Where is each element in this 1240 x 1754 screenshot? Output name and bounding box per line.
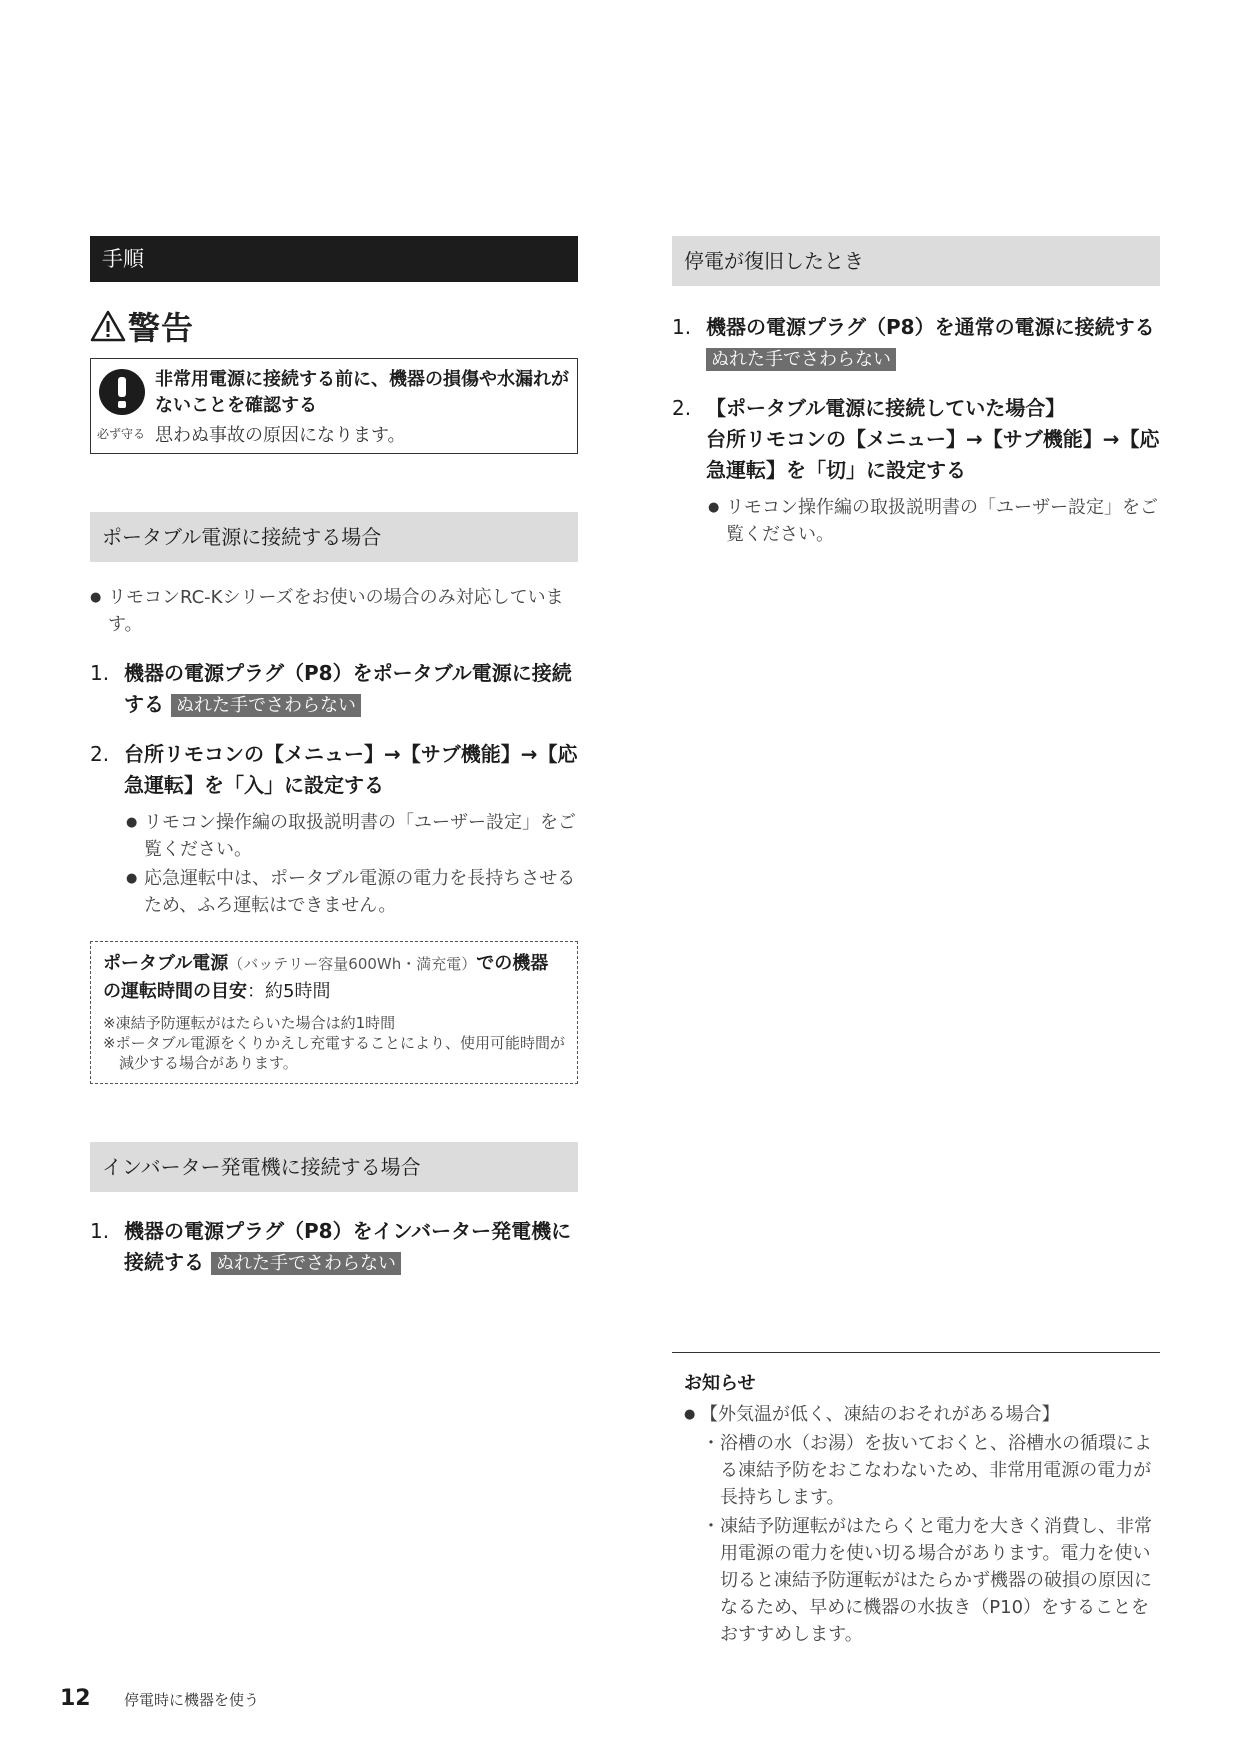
- warning-triangle-icon: [90, 309, 126, 343]
- inverter-step-1: [90, 1216, 578, 1279]
- notice-sub-item: ・ 凍結予防運転がはたらくと電力を大きく消費し、非常用電源の電力を使い切る場合があります。電力を使い切ると凍結予防運転がはたらかず機器の破損の原因になるため、早めに機器の水抜き（P10）をすることをおすすめします。: [706, 1513, 1160, 1648]
- caution-tag: ぬれた手でさわらない: [211, 1252, 401, 1275]
- portable-step-1: [90, 658, 578, 721]
- step-number: 2.: [672, 396, 692, 420]
- step-number: 1.: [672, 315, 692, 339]
- step-text: 機器の電源プラグ（P8）をポータブル電源に接続する: [124, 661, 572, 716]
- runtime-note-2: ※ポータブル電源をくりかえし充電することにより、使用可能時間が減少する場合があります。: [103, 1034, 565, 1072]
- mandatory-icon: [99, 369, 145, 415]
- step-number: 2.: [90, 742, 110, 766]
- caution-tag: ぬれた手でさわらない: [171, 694, 361, 717]
- step-number: 1.: [90, 1219, 110, 1243]
- step-condition: 【ポータブル電源に接続していた場合】: [706, 396, 1066, 420]
- step-text: 機器の電源プラグ（P8）をインバーター発電機に接続する: [124, 1219, 572, 1274]
- step-text: 台所リモコンの【メニュー】→【サブ機能】→【応急運転】を「切」に設定する: [706, 427, 1160, 482]
- warning-main-text: 非常用電源に接続する前に、機器の損傷や水漏れがないことを確認する: [155, 369, 569, 416]
- notice-bullet: ● 【外気温が低く、凍結のおそれがある場合】: [684, 1401, 1160, 1428]
- caution-tag: ぬれた手でさわらない: [706, 348, 896, 371]
- page-footer: [60, 1686, 259, 1711]
- mandatory-label: 必ず守る: [97, 427, 146, 441]
- restore-step-2-notes: [708, 494, 1160, 548]
- step-text: 台所リモコンの【メニュー】→【サブ機能】→【応急運転】を「入」に設定する: [124, 742, 578, 797]
- runtime-info-box: [90, 941, 578, 1084]
- warning-title-text: 警告: [128, 309, 195, 347]
- portable-header: ポータブル電源に接続する場合: [90, 512, 578, 562]
- right-column: [672, 236, 1160, 548]
- inverter-header: インバーター発電機に接続する場合: [90, 1142, 578, 1192]
- step-text: 機器の電源プラグ（P8）を通常の電源に接続する: [706, 315, 1155, 339]
- notice-title: お知らせ: [684, 1373, 756, 1394]
- step-number: 1.: [90, 661, 110, 685]
- warning-sub-text: 思わぬ事故の原因になります。: [155, 425, 406, 446]
- portable-step-2: [90, 739, 578, 801]
- list-item: ● 応急運転中は、ポータブル電源の電力を長持ちさせるため、ふろ運転はできません。: [126, 865, 578, 919]
- left-column: [90, 236, 578, 1279]
- portable-step-2-notes: [126, 809, 578, 919]
- notice-sub-item: ・ 浴槽の水（お湯）を抜いておくと、浴槽水の循環による凍結予防をおこなわないため、非常用電源の電力が長持ちします。: [706, 1430, 1160, 1511]
- runtime-note-1: ※凍結予防運転がはたらいた場合は約1時間: [103, 1014, 396, 1032]
- restore-step-2: [672, 393, 1160, 486]
- runtime-main-text: ポータブル電源（バッテリー容量600Wh・満充電）での機器の運転時間の目安：約5時間: [103, 953, 549, 1002]
- list-item: ● リモコン操作編の取扱説明書の「ユーザー設定」をご覧ください。: [708, 494, 1160, 548]
- page-number: 12: [60, 1686, 91, 1711]
- restore-step-1: [672, 312, 1160, 375]
- page-title: 停電時に機器を使う: [124, 1691, 260, 1709]
- warning-title: [90, 306, 578, 346]
- portable-bullet: ● リモコンRC-Kシリーズをお使いの場合のみ対応しています。: [90, 584, 578, 638]
- restore-header: 停電が復旧したとき: [672, 236, 1160, 286]
- procedure-header: 手順: [90, 236, 578, 282]
- notice-box: [672, 1352, 1160, 1648]
- warning-box: [90, 358, 578, 454]
- list-item: ● リモコン操作編の取扱説明書の「ユーザー設定」をご覧ください。: [126, 809, 578, 863]
